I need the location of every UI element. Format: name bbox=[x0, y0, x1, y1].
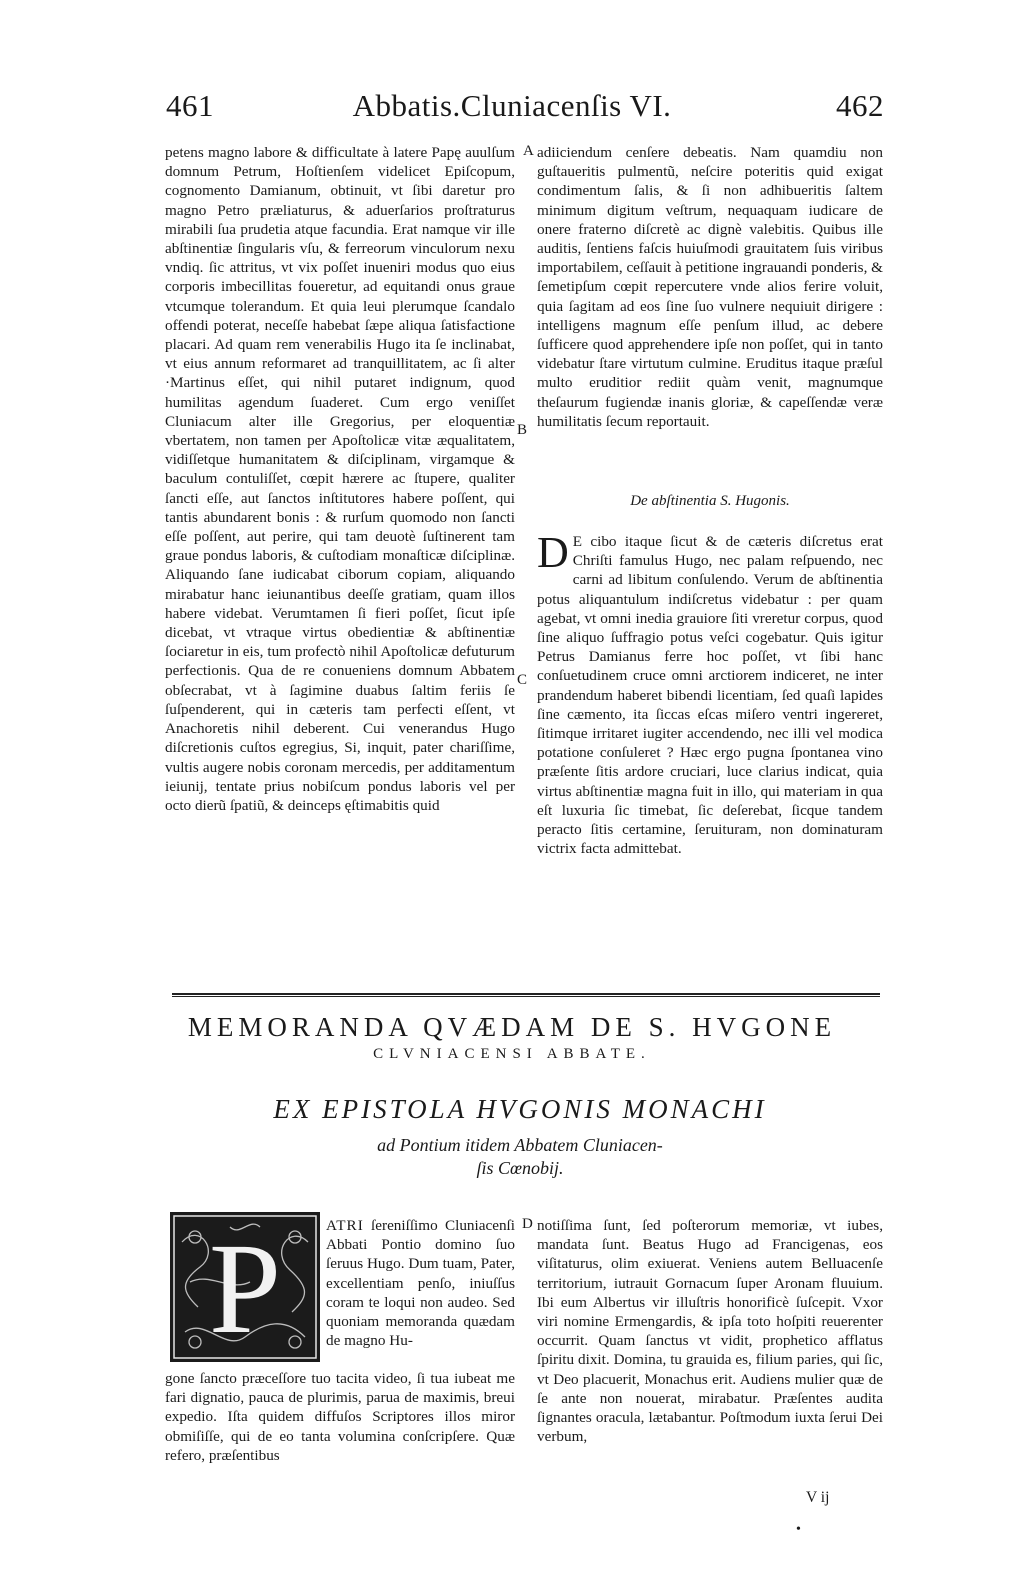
paragraph bbox=[326, 1216, 515, 1350]
section-title-sub: CLVNIACENSI ABBATE. bbox=[373, 1046, 651, 1062]
margin-letter-d: D bbox=[522, 1216, 533, 1232]
column-left-top bbox=[165, 143, 515, 923]
printer-dot: • bbox=[796, 1522, 801, 1537]
column-left-bottom bbox=[165, 1369, 515, 1479]
ornament-icon bbox=[170, 1212, 320, 1362]
margin-letter-b: B bbox=[517, 422, 528, 438]
page-number-left: 461 bbox=[166, 88, 214, 123]
epistola-subtitle-line-1: ad Pontium itidem Abbatem Cluniacen- bbox=[377, 1135, 663, 1155]
dropcap-p: P bbox=[208, 1217, 282, 1361]
epistola-title: EX EPISTOLA HVGONIS MONACHI bbox=[273, 1094, 767, 1124]
running-title: Abbatis.Cluniacenſis VI. bbox=[352, 88, 672, 123]
paragraph: E cibo itaque ſicut & de cæteris diſcretus erat Chriſti famulus Hugo, nec palam reſpuendo, nec carni ad libitum conſulendo. Verum de abſtinentia potus aliquantulum indiſcretus videbatur : per quam agebat, vt omni inedia grauiore ſiti vreretur corpus, quod ſine aliquo ſuffragio potus veſci cogebatur. Quis igitur Petrus Damianus ferre hoc poſſet, vt ſibi hanc conſuetudinem cruce omni arctiorem indiceret, ne inter prandendum haberet bibendi licentiam, ſed quaſi lapides ſine cæmento, ita ſiccas eſcas miſero ventri ingereret, ſitimque irritaret iugiter accendendo, nec illi vel modica potatione conſuleret ? Hæc ergo pugna ſpontanea vino præſente ſitis ardore cruciari, luce clarius indicat, quia virtus abſtinentiæ magna fuit in illo, qui materiam in qua eſt luxuria ſic timebat, ſic deſerebat, ſicque tandem peracto ſitis certamine, ſeruituram, non dominaturam victrix facta admittebat. bbox=[537, 533, 883, 858]
column-right-top bbox=[537, 143, 883, 483]
column-right-middle bbox=[537, 532, 883, 932]
section-subheading: De abſtinentia S. Hugonis. bbox=[630, 493, 790, 509]
ornamental-initial bbox=[170, 1212, 320, 1362]
paragraph: adiiciendum cenſere debeatis. Nam quamdiu non guſtaueritis pulmentũ, neſcire poteritis quid exigat condimentum ſalis, & ſi non adhibueritis ſaltem minimum digitum veſtrum, nequaquam iudicare de onere fraterno diſcretè ac dignè valebitis. Quibus ille auditis, ſentiens faſcis huiuſmodi grauitatem ſuis viribus importabilem, ceſſauit à petitione ingrauandi ponderis, & ſemetipſum cœpit repercutere vnde alios ferire voluit, quia ſagitam ad eos ſine ſuo vulnere nequiuit dirigere : intelligens magnum eſſe penſum illud, ac debere ſufficere quod apprehendere ipſe non poſſet, qui in tanto videbatur ſtare virtutum culmine. Eruditus itaque præſul multo eruditior rediit quàm venit, magnumque theſaurum fugiendæ inanis gloriæ, & capeſſendæ veræ humilitatis ſecum reportauit. bbox=[537, 144, 883, 430]
divider-rule-thin bbox=[172, 996, 880, 997]
paragraph: notiſſima ſunt, ſed poſterorum memoriæ, vt iubes, mandata ſunt. Beatus Hugo ad Francigenas, eos viſitaturus, olim exiuerat. Veniens autem Belluacenſe territorium, iutrauit Gornacum ſuper Aronam fluuium. Ibi eum Albertus vir illuſtris honorificè ſuſcepit. Vxor viri nomine Ermengardis, & ipſa toto hoſpiti reuerenter occurrit. Quam ſanctus vt vidit, prophetico afflatus ſpiritu dixit. Domina, tu grauida es, filium paries, qui ſic, vt Deo placuerit, Monachus erit. Audiens mulier quæ de ſe ante non nouerat, mirabatur. Præſentes audita ſignantes oracula, lætabantur. Poſtmodum iuxta ſerui Dei verbum, bbox=[537, 1217, 883, 1446]
paragraph: petens magno labore & difficultate à latere Papę auulſum domnum Petrum, Hoſtienſem videlicet Epiſcopum, cognomento Damianum, obtinuit, vt ſibi daretur pro magno Petro præliaturus, & aduerſarios proſtraturus mirabili ſua prudetia atque facundia. Erat namque vir ille abſtinentiæ ſingularis vſu, & ferreorum vinculorum nexu vndiq. ſic attritus, vt vix poſſet inueniri modus quo eius corporis imbecillitas foueretur, ad equitandi onus graue vtcumque tolerandum. Et quia leui plerumque ſcandalo offendi poterat, neceſſe habebat ſæpe aliqua ſatisfactione placari. Ad quam rem venerabilis Hugo ita ſe inclinabat, vt eius annum reformaret ad tranquillitatem, ac ſi alter ·Martinus eſſet, qui nihil putaret indignum, quod humilitas agendum ſuaderet. Cum ergo veniſſet Cluniacum alter ille Gregorius, per eloquentiæ vbertatem, non tamen per Apoſtolicæ vitæ æqualitatem, vidiſſetque humanitatem & diſciplinam, virgamque & baculum contuliſſet, cœpit hærere ac ſtupere, qualiter ſancti eſſe, aut ſanctos inſtitutores habere poſſent, qui tantis abundarent bonis : & rurſum quomodo non ſancti eſſe poſſent, aut perire, qui tam deuotè ſuſtinerent tam graue pondus laboris, & cuſtodiam monaſticæ diſciplinæ. Aliquando ſane iudicabat ciborum copiam, aliquando mirabatur hanc ieiunantibus deeſſe gratiam, quam illos habere videbat. Verumtamen ſi fieri poſſet, ſicut ipſe dicebat, vt vtraque virtus obedientiæ & abſtinentiæ ſociaretur in eis, tum profectò nihil Apoſtolicæ defuturum perfectionis. Qua de re conueniens domnum Abbatem obſecrabat, vt à ſagimine duabus ſaltim feriis ſe ſuſpenderent, qui in cæteris tam perfecti eſſent, vt Anachoretis nihil deberent. Cui venerandus Hugo diſcretionis cuſtos egregius, Si, inquit, pater chariſſime, vultis augere nobis coronam mercedis, per additamentum ieiunij, tentate prius nobiſcum pondus laboris vel per octo dierũ ſpatiũ, & deinceps ęſtimabitis quid bbox=[165, 144, 515, 814]
first-word: ATRI bbox=[326, 1217, 364, 1234]
margin-letter-c: C bbox=[517, 672, 528, 688]
paragraph-text: ſereniſſimo Cluniacenſi Abbati Pontio domino ſuo ſeruus Hugo. Dum tuam, Pater, excellentiam penſo, iniuſſus coram te loqui non audeo. Sed quoniam memoranda quædam de magno Hu- bbox=[326, 1217, 515, 1350]
column-left-bottom-beside-initial bbox=[326, 1216, 515, 1366]
signature-mark: V ij bbox=[806, 1489, 830, 1506]
paragraph: gone ſancto præceſſore tuo tacita video, ſi tua iubeat me fari dignatio, pauca de plurimis, parua de maximis, breui expedio. Iſta quidem diffuſos Scriptores illos miror obmiſiſſe, qui de eo tanta volumina conſcripſere. Quæ refero, præſentibus bbox=[165, 1370, 515, 1464]
margin-letter-a: A bbox=[523, 143, 534, 159]
page-number-right: 462 bbox=[836, 88, 884, 123]
epistola-subtitle bbox=[300, 1134, 740, 1180]
epistola-subtitle-line-2: ſis Cœnobij. bbox=[476, 1158, 564, 1178]
divider-rule bbox=[172, 993, 880, 995]
dropcap-letter: D bbox=[537, 532, 569, 577]
column-right-bottom bbox=[537, 1216, 883, 1478]
section-title: MEMORANDA QVÆDAM DE S. HVGONE bbox=[187, 1012, 837, 1042]
